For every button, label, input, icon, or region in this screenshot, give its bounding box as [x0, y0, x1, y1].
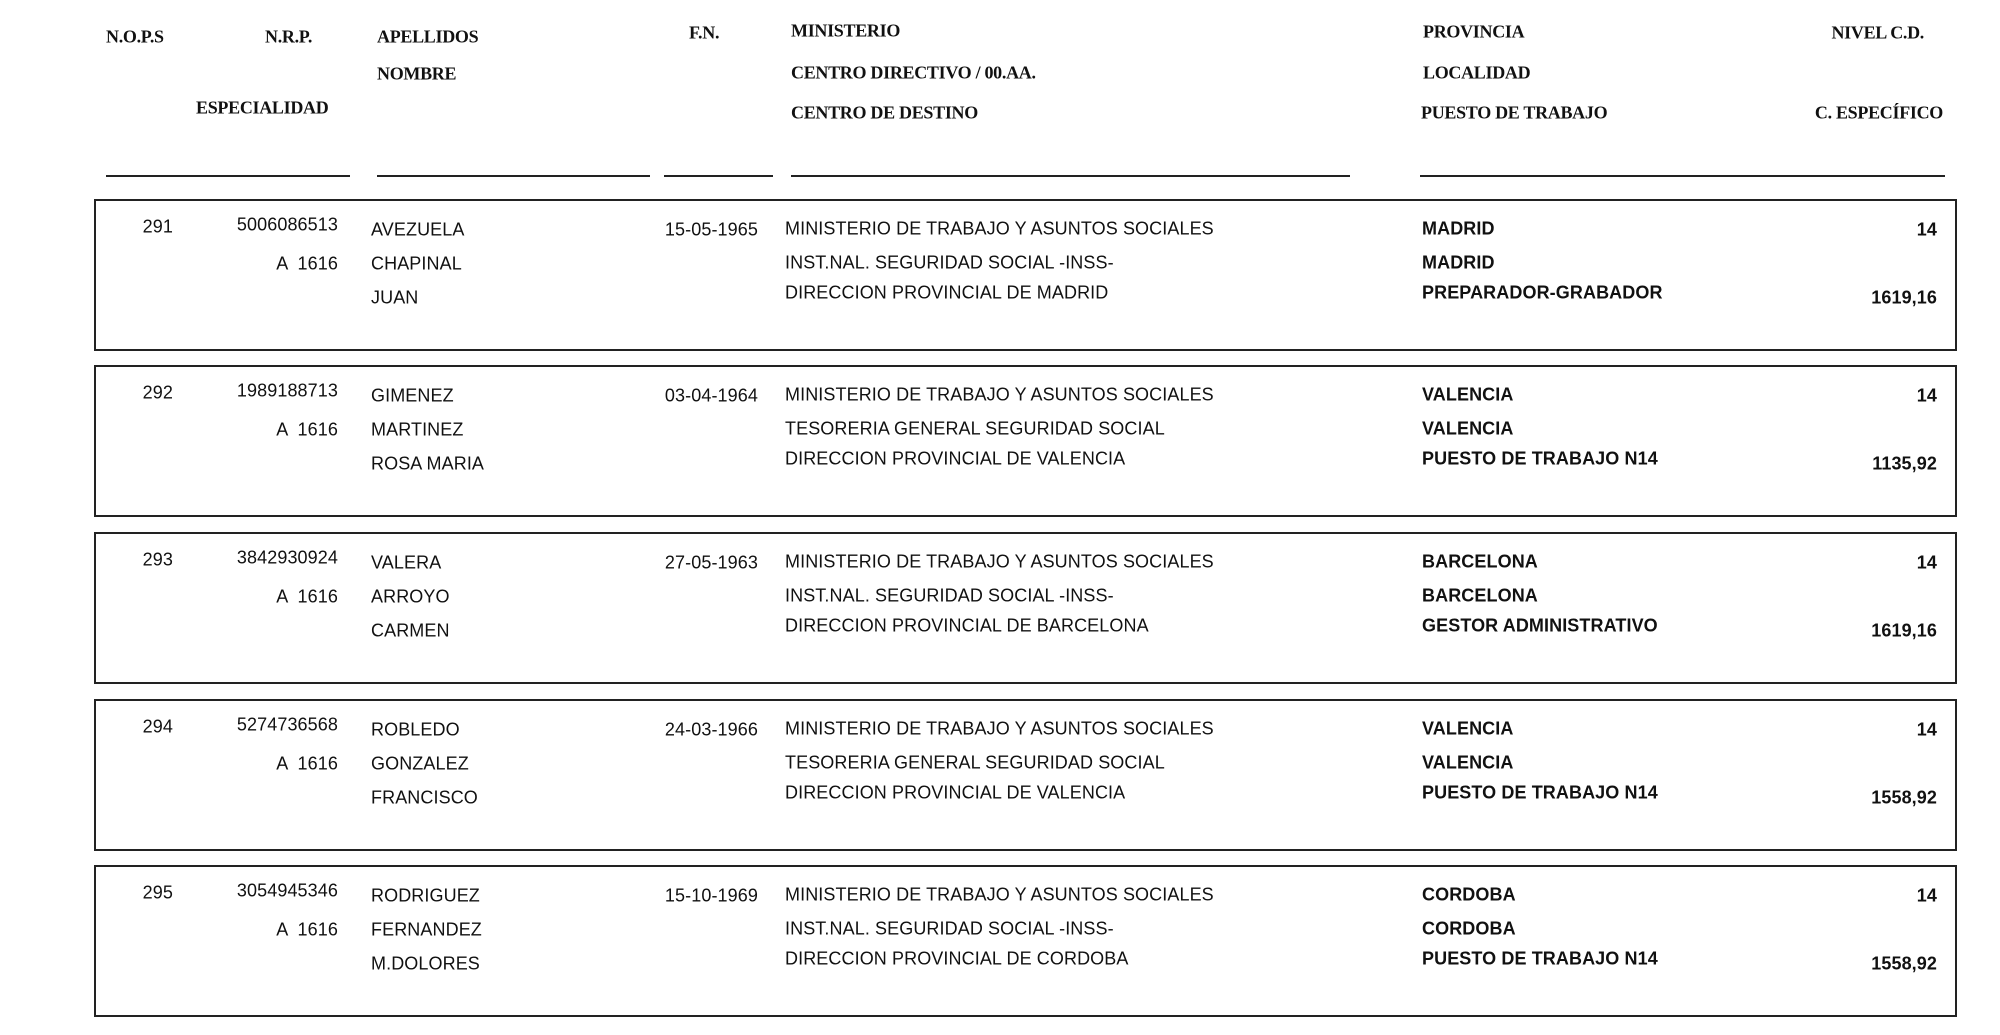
record-fn: 27-05-1963: [664, 552, 758, 573]
record-nops: 293: [142, 549, 173, 570]
header-rule: [664, 175, 773, 177]
header-provincia: PROVINCIA: [1423, 21, 1525, 42]
record-puesto: PREPARADOR-GRABADOR: [1422, 282, 1663, 303]
record-centro-destino: DIRECCION PROVINCIAL DE MADRID: [785, 282, 1109, 303]
record-row: [94, 865, 1957, 1017]
record-especialidad: A 1616: [276, 919, 338, 940]
record-puesto: PUESTO DE TRABAJO N14: [1422, 448, 1658, 469]
header-especialidad: ESPECIALIDAD: [196, 97, 329, 118]
record-localidad: VALENCIA: [1422, 752, 1514, 773]
record-nombre: JUAN: [371, 287, 419, 308]
record-especifico: 1558,92: [1871, 787, 1937, 808]
header-especifico: C. ESPECÍFICO: [1814, 102, 1943, 123]
record-fn: 24-03-1966: [664, 719, 758, 740]
record-nrp: 1989188713: [236, 380, 338, 401]
header-centro-destino: CENTRO DE DESTINO: [791, 102, 978, 123]
record-apellido-1: GIMENEZ: [371, 385, 454, 406]
record-apellido-2: CHAPINAL: [371, 253, 462, 274]
record-nrp: 5274736568: [236, 714, 338, 735]
record-centro-destino: DIRECCION PROVINCIAL DE CORDOBA: [785, 948, 1129, 969]
record-especifico: 1619,16: [1871, 287, 1937, 308]
header-ministerio: MINISTERIO: [791, 20, 901, 41]
record-ministerio: MINISTERIO DE TRABAJO Y ASUNTOS SOCIALES: [785, 884, 1214, 905]
record-nops: 291: [142, 216, 173, 237]
record-localidad: MADRID: [1422, 252, 1495, 273]
header-rule: [106, 175, 350, 177]
record-apellido-2: MARTINEZ: [371, 419, 464, 440]
record-especialidad: A 1616: [276, 419, 338, 440]
header-puesto: PUESTO DE TRABAJO: [1421, 102, 1608, 123]
record-provincia: CORDOBA: [1422, 884, 1516, 905]
record-localidad: VALENCIA: [1422, 418, 1514, 439]
record-especialidad: A 1616: [276, 253, 338, 274]
record-ministerio: MINISTERIO DE TRABAJO Y ASUNTOS SOCIALES: [785, 551, 1214, 572]
record-ministerio: MINISTERIO DE TRABAJO Y ASUNTOS SOCIALES: [785, 384, 1214, 405]
record-row: [94, 699, 1957, 851]
record-apellido-1: ROBLEDO: [371, 719, 460, 740]
record-localidad: CORDOBA: [1422, 918, 1516, 939]
header-nops: N.O.P.S: [106, 26, 164, 47]
record-especialidad: A 1616: [276, 753, 338, 774]
header-nivel: NIVEL C.D.: [1831, 22, 1924, 43]
record-apellido-1: RODRIGUEZ: [371, 885, 480, 906]
record-centro-directivo: TESORERIA GENERAL SEGURIDAD SOCIAL: [785, 752, 1165, 773]
record-nrp: 3842930924: [236, 547, 338, 568]
header-rule: [1420, 175, 1945, 177]
record-especifico: 1558,92: [1871, 953, 1937, 974]
record-nops: 294: [142, 716, 173, 737]
record-provincia: VALENCIA: [1422, 718, 1514, 739]
header-rule: [791, 175, 1350, 177]
record-apellido-2: FERNANDEZ: [371, 919, 482, 940]
record-nivel: 14: [1916, 552, 1937, 573]
record-localidad: BARCELONA: [1422, 585, 1538, 606]
record-centro-directivo: TESORERIA GENERAL SEGURIDAD SOCIAL: [785, 418, 1165, 439]
record-especifico: 1619,16: [1871, 620, 1937, 641]
record-apellido-1: AVEZUELA: [371, 219, 465, 240]
record-fn: 15-05-1965: [664, 219, 758, 240]
record-nrp: 5006086513: [236, 214, 338, 235]
record-puesto: PUESTO DE TRABAJO N14: [1422, 948, 1658, 969]
record-row: [94, 365, 1957, 517]
header-apellidos: APELLIDOS: [377, 26, 479, 47]
header-fn: F.N.: [689, 22, 720, 43]
record-fn: 03-04-1964: [664, 385, 758, 406]
record-nivel: 14: [1916, 219, 1937, 240]
record-apellido-1: VALERA: [371, 552, 442, 573]
record-nivel: 14: [1916, 885, 1937, 906]
header-localidad: LOCALIDAD: [1423, 62, 1531, 83]
record-apellido-2: ARROYO: [371, 586, 450, 607]
record-provincia: VALENCIA: [1422, 384, 1514, 405]
record-centro-directivo: INST.NAL. SEGURIDAD SOCIAL -INSS-: [785, 585, 1114, 606]
record-especifico: 1135,92: [1872, 453, 1937, 474]
header-rule: [377, 175, 650, 177]
record-nombre: FRANCISCO: [371, 787, 478, 808]
record-centro-destino: DIRECCION PROVINCIAL DE VALENCIA: [785, 782, 1126, 803]
record-nivel: 14: [1916, 385, 1937, 406]
record-provincia: MADRID: [1422, 218, 1495, 239]
record-especialidad: A 1616: [276, 586, 338, 607]
header-nrp: N.R.P.: [265, 26, 313, 47]
record-ministerio: MINISTERIO DE TRABAJO Y ASUNTOS SOCIALES: [785, 218, 1214, 239]
record-ministerio: MINISTERIO DE TRABAJO Y ASUNTOS SOCIALES: [785, 718, 1214, 739]
record-nops: 295: [142, 882, 173, 903]
header-centro-directivo: CENTRO DIRECTIVO / 00.AA.: [791, 62, 1036, 83]
header-nombre: NOMBRE: [377, 63, 457, 84]
record-nivel: 14: [1916, 719, 1937, 740]
record-centro-destino: DIRECCION PROVINCIAL DE BARCELONA: [785, 615, 1149, 636]
record-nombre: ROSA MARIA: [371, 453, 485, 474]
record-apellido-2: GONZALEZ: [371, 753, 469, 774]
record-nrp: 3054945346: [236, 880, 338, 901]
record-fn: 15-10-1969: [664, 885, 758, 906]
record-puesto: GESTOR ADMINISTRATIVO: [1422, 615, 1658, 636]
record-centro-directivo: INST.NAL. SEGURIDAD SOCIAL -INSS-: [785, 918, 1114, 939]
record-nombre: M.DOLORES: [371, 953, 480, 974]
record-row: [94, 532, 1957, 684]
record-centro-destino: DIRECCION PROVINCIAL DE VALENCIA: [785, 448, 1126, 469]
record-nops: 292: [142, 382, 173, 403]
record-provincia: BARCELONA: [1422, 551, 1538, 572]
record-centro-directivo: INST.NAL. SEGURIDAD SOCIAL -INSS-: [785, 252, 1114, 273]
record-puesto: PUESTO DE TRABAJO N14: [1422, 782, 1658, 803]
record-row: [94, 199, 1957, 351]
record-nombre: CARMEN: [371, 620, 450, 641]
